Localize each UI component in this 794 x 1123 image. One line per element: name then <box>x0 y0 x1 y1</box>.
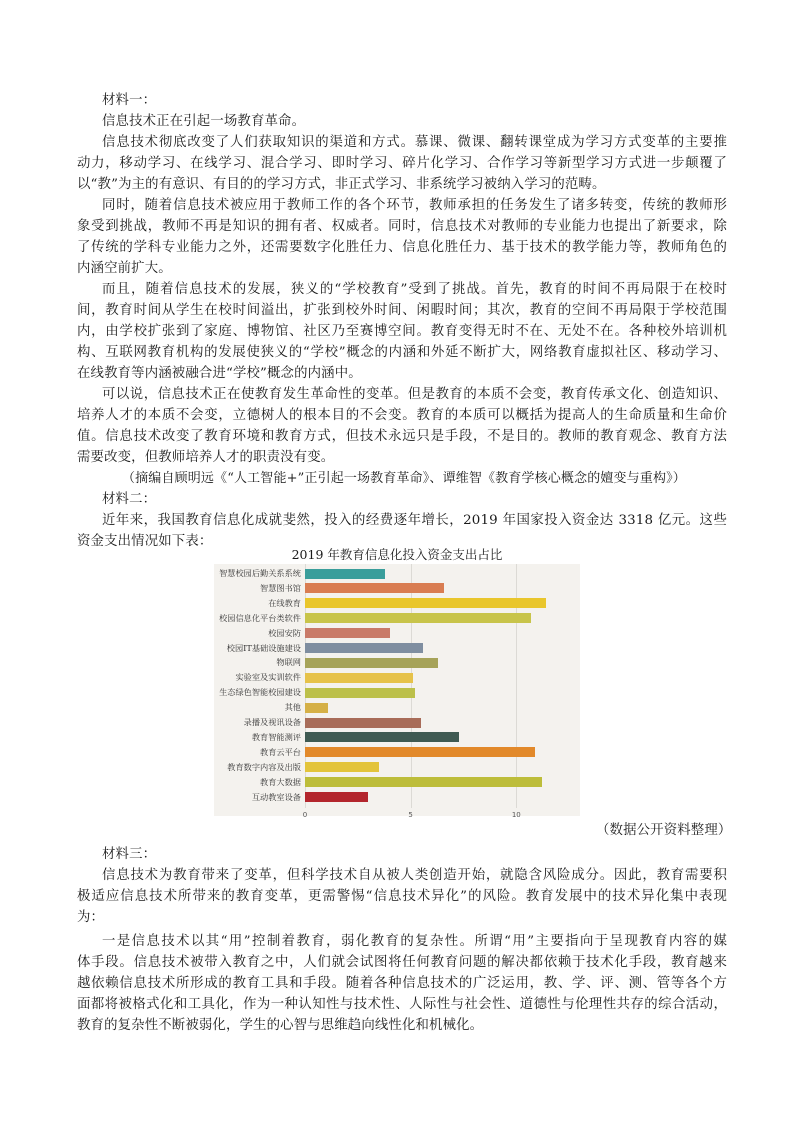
material-three-label: 材料三： <box>102 847 157 862</box>
paragraph-line: 动力，移动学习、在线学习、混合学习、即时学习、碎片化学习、合作学习等新型学习方式进一步颠覆了 <box>77 156 727 171</box>
paragraph-line: 构、互联网教育机构的发展使狭义的“学校”概念的内涵和外延不断扩大，网络教育虚拟社区、移动学习、 <box>77 345 727 360</box>
bar <box>305 658 438 668</box>
bar <box>305 569 385 579</box>
category-label: 教育智能测评 <box>251 731 301 742</box>
source-citation: （摘编自顾明远《“人工智能+”正引起一场教育革命》、谭维智《教育学核心概念的嬗变与重构》） <box>122 471 686 486</box>
paragraph-line: 培养人才的本质不会变，立德树人的根本目的不会变。教育的本质可以概括为提高人的生命质量和生命价 <box>77 408 727 423</box>
paragraph-line: 面都将被格式化和工具化，作为一种认知性与技术性、人际性与社会性、道德性与伦理性共存的综合活动， <box>77 997 727 1012</box>
paragraph-line: 间，教育时间从学生在校时间溢出，扩张到校外时间、闲暇时间；其次，教育的空间不再局限于学校范围 <box>77 303 727 318</box>
paragraph-line: 极适应信息技术所带来的教育变革，更需警惕“信息技术异化”的风险。教育发展中的技术异化集中表现 <box>77 889 727 904</box>
paragraph-line: 资金支出情况如下表： <box>77 534 213 549</box>
bar <box>305 598 546 608</box>
paragraph-line: 象受到挑战，教师不再是知识的拥有者、权威者。同时，信息技术对教师的专业能力也提出了新要求，除 <box>77 219 727 234</box>
category-label: 实验室及实训软件 <box>235 672 301 683</box>
paragraph-line: 需要改变，但教师培养人才的职责没有变。 <box>77 450 335 465</box>
paragraph-line: 内，由学校扩张到了家庭、博物馆、社区乃至赛博空间。教育变得无时不在、无处不在。各种校外培训机 <box>77 324 727 339</box>
paragraph-line: 一是信息技术以其“用”控制着教育，弱化教育的复杂性。所谓“用”主要指向于呈现教育内容的媒 <box>102 934 727 949</box>
paragraph-line: 体手段。信息技术被带入教育之中，人们就会试图将任何教育问题的解决都依赖于技术化手段，教育越来 <box>77 955 727 970</box>
bar <box>305 718 421 728</box>
category-label: 物联网 <box>276 657 301 668</box>
paragraph-line: 以“教”为主的有意识、有目的的学习方式，非正式学习、非系统学习被纳入学习的范畴。 <box>77 177 606 192</box>
category-label: 校园安防 <box>268 627 301 638</box>
paragraph-line: 值。信息技术改变了教育环境和教育方式，但技术永远只是手段，不是目的。教师的教育观念、教育方法 <box>77 429 727 444</box>
bar-chart <box>214 564 580 820</box>
paragraph-line: 可以说，信息技术正在使教育发生革命性的变革。但是教育的本质不会变，教育传承文化、创造知识、 <box>102 387 727 402</box>
paragraph-line: 教育的复杂性不断被弱化，学生的心智与思维趋向线性化和机械化。 <box>77 1018 484 1033</box>
paragraph-line: 信息技术正在引起一场教育革命。 <box>102 114 306 129</box>
category-label: 录播及视讯设备 <box>243 717 301 727</box>
bar <box>305 747 535 757</box>
paragraph-line: 近年来，我国教育信息化成就斐然，投入的经费逐年增长，2019 年国家投入资金达 3318 亿元。这些 <box>102 513 727 528</box>
category-label: 在线教育 <box>268 597 301 608</box>
category-label: 互动教室设备 <box>251 791 301 802</box>
material-one-label: 材料一： <box>102 93 157 108</box>
category-label: 教育云平台 <box>260 746 301 757</box>
category-label: 教育数字内容及出版 <box>227 761 301 772</box>
material-two-label: 材料二： <box>102 492 157 507</box>
data-source-note: （数据公开资料整理） <box>596 823 732 838</box>
bar <box>305 673 413 683</box>
bar <box>305 628 390 638</box>
bar <box>305 792 368 802</box>
bar <box>305 732 459 742</box>
bar <box>305 643 423 653</box>
chart-title: 2019 年教育信息化投入资金支出占比 <box>291 547 503 562</box>
paragraph-line: 而且，随着信息技术的发展，狭义的“学校教育”受到了挑战。首先，教育的时间不再局限于在校时 <box>102 282 727 297</box>
category-label: 校园IT基础设施建设 <box>226 642 301 653</box>
category-label: 其他 <box>284 702 301 713</box>
category-label: 智慧校园后勤关系系统 <box>219 568 301 578</box>
paragraph-line: 同时，随着信息技术被应用于教师工作的各个环节，教师承担的任务发生了诸多转变，传统的教师形 <box>102 198 727 213</box>
category-label: 智慧图书馆 <box>260 582 301 593</box>
paragraph-line: 为： <box>77 910 105 925</box>
category-label: 教育大数据 <box>260 776 301 787</box>
paragraph-line: 越依赖信息技术所形成的教育工具和手段。随着各种信息技术的广泛运用，教、学、评、测、管等各个方 <box>77 976 727 991</box>
category-label: 生态绿色智能校园建设 <box>219 687 301 698</box>
bar <box>305 703 328 713</box>
paragraph-line: 信息技术为教育带来了变革，但科学技术自从被人类创造开始，就隐含风险成分。因此，教育需要积 <box>102 868 727 883</box>
bar <box>305 688 415 698</box>
bar <box>305 762 379 772</box>
paragraph-line: 信息技术彻底改变了人们获取知识的渠道和方式。慕课、微课、翻转课堂成为学习方式变革的主要推 <box>102 135 727 150</box>
bar <box>305 613 531 623</box>
bar <box>305 777 542 787</box>
x-tick-label: 5 <box>408 811 413 820</box>
bar <box>305 583 444 593</box>
paragraph-line: 内涵空前扩大。 <box>77 261 172 276</box>
category-label: 校园信息化平台类软件 <box>219 612 301 623</box>
paragraph-line: 了传统的学科专业能力之外，还需要数字化胜任力、信息化胜任力、基于技术的教学能力等，教师角色的 <box>77 240 727 255</box>
x-tick-label: 10 <box>511 811 521 820</box>
paragraph-line: 在线教育等内涵被融合进“学校”概念的内涵中。 <box>77 366 362 381</box>
x-tick-label: 0 <box>302 811 308 820</box>
